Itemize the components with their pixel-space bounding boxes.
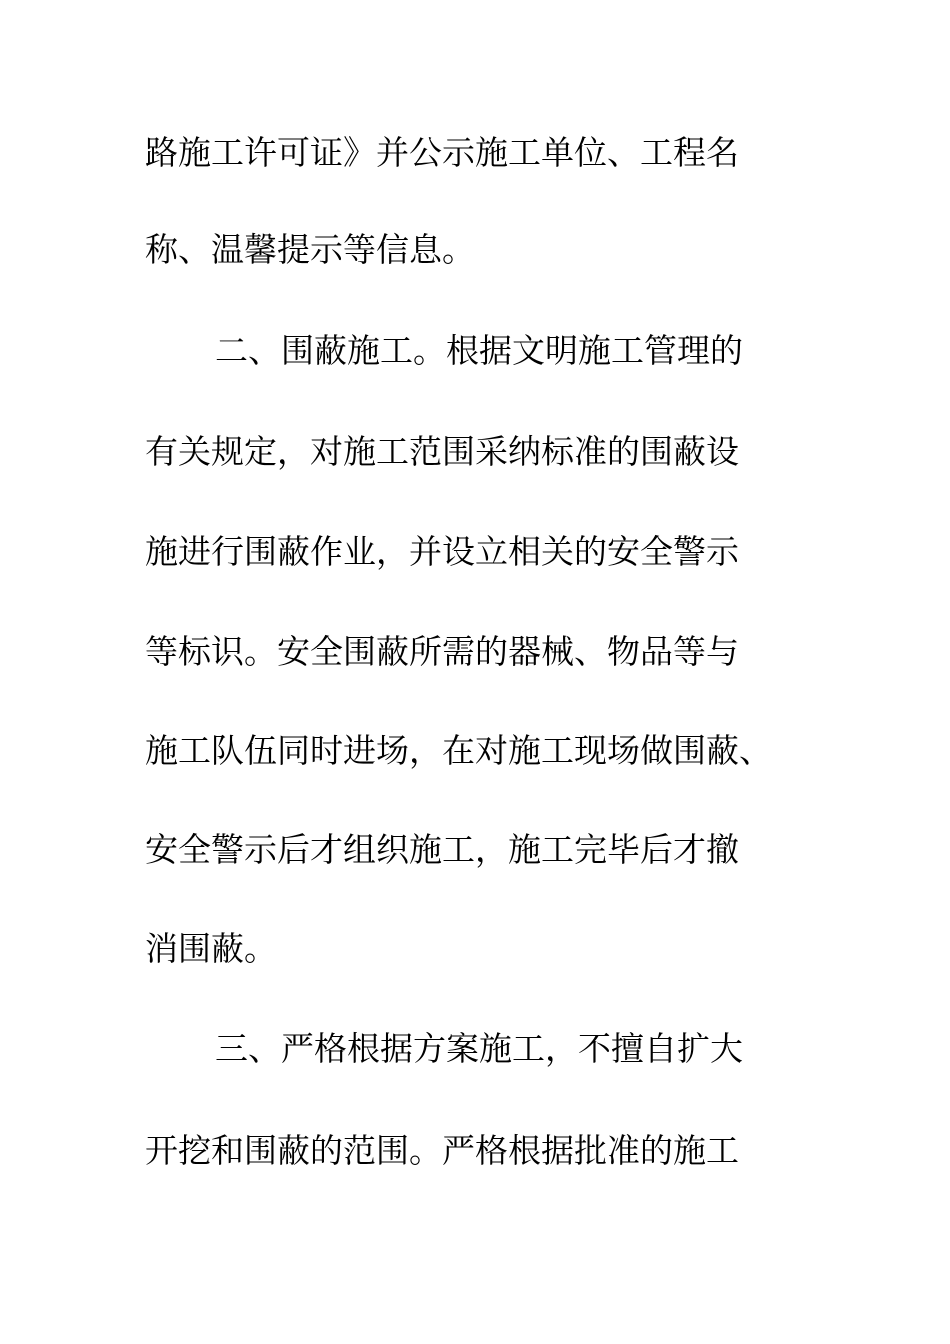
paragraph-3-start: 三、严格根据方案施工，不擅自扩大 xyxy=(215,1029,743,1068)
text-line: 称、温馨提示等信息。 xyxy=(145,230,475,269)
text-line: 有关规定，对施工范围采纳标准的围蔽设 xyxy=(145,432,739,471)
text-line: 施工队伍同时进场，在对施工现场做围蔽、 xyxy=(145,731,772,770)
text-line: 消围蔽。 xyxy=(145,929,277,968)
paragraph-2-start: 二、围蔽施工。根据文明施工管理的 xyxy=(215,331,743,370)
text-line: 安全警示后才组织施工，施工完毕后才撤 xyxy=(145,830,739,869)
text-line: 等标识。安全围蔽所需的器械、物品等与 xyxy=(145,632,739,671)
text-line: 开挖和围蔽的范围。严格根据批准的施工 xyxy=(145,1131,739,1170)
text-line: 路施工许可证》并公示施工单位、工程名 xyxy=(145,133,739,172)
text-line: 施进行围蔽作业，并设立相关的安全警示 xyxy=(145,532,739,571)
